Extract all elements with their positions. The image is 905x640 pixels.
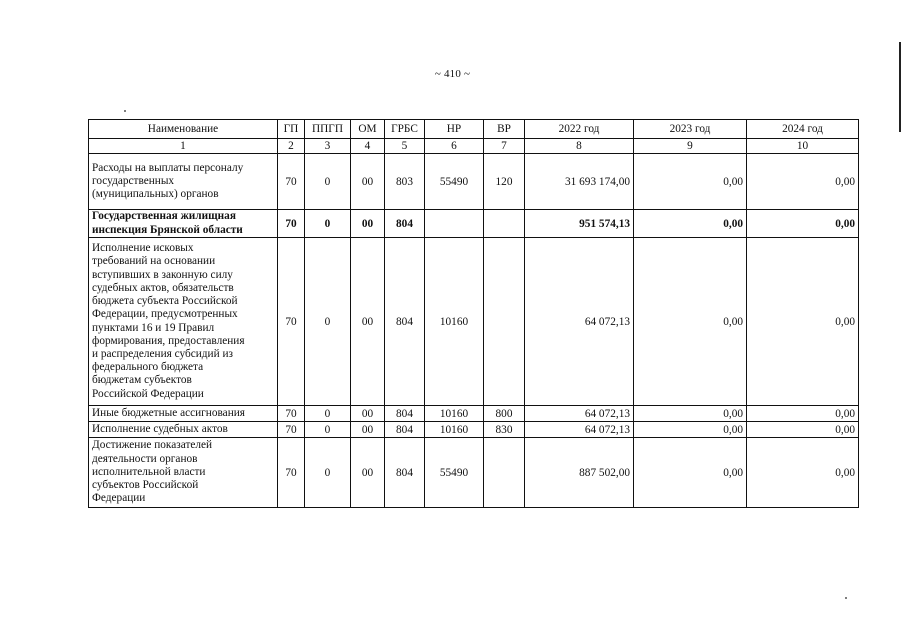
name-line: бюджетам субъектов — [92, 374, 192, 387]
cell-nr: 10160 — [425, 406, 484, 422]
cell-gp: 70 — [278, 238, 305, 406]
cell-nr — [425, 210, 484, 238]
column-index: 3 — [305, 139, 351, 154]
cell-2022: 64 072,13 — [525, 422, 634, 438]
name-line: пунктами 16 и 19 Правил — [92, 321, 215, 334]
cell-nr: 55490 — [425, 154, 484, 210]
cell-name — [89, 210, 278, 238]
name-line: бюджета субъекта Российской — [92, 295, 238, 308]
budget-table — [88, 119, 859, 508]
header-ppgp: ППГП — [305, 120, 351, 139]
cell-gp: 70 — [278, 210, 305, 238]
column-index: 5 — [385, 139, 425, 154]
cell-gp: 70 — [278, 406, 305, 422]
name-line: требований на основании — [92, 255, 216, 268]
cell-om: 00 — [351, 210, 385, 238]
table-row — [89, 154, 859, 210]
name-line: Федерации — [92, 492, 146, 505]
cell-name — [89, 422, 278, 438]
cell-2024: 0,00 — [747, 422, 859, 438]
header-name: Наименование — [89, 120, 278, 139]
name-line: федерального бюджета — [92, 361, 204, 374]
header-2023: 2023 год — [634, 120, 747, 139]
scan-speck — [124, 110, 126, 112]
cell-vr — [484, 210, 525, 238]
cell-gp: 70 — [278, 422, 305, 438]
name-line: Расходы на выплаты персоналу — [92, 161, 244, 174]
cell-om: 00 — [351, 422, 385, 438]
name-line: Государственная жилищная — [92, 210, 236, 223]
name-line: Исполнение исковых — [92, 242, 194, 255]
cell-2024: 0,00 — [747, 210, 859, 238]
cell-vr — [484, 438, 525, 508]
cell-vr: 800 — [484, 406, 525, 422]
cell-name — [89, 406, 278, 422]
cell-ppgp: 0 — [305, 422, 351, 438]
cell-grbs: 803 — [385, 154, 425, 210]
name-line: деятельности органов — [92, 452, 198, 465]
name-line: государственных — [92, 174, 175, 187]
header-om: ОМ — [351, 120, 385, 139]
scan-speck — [845, 597, 847, 599]
cell-gp: 70 — [278, 438, 305, 508]
cell-grbs: 804 — [385, 422, 425, 438]
scan-edge-mark — [899, 42, 901, 132]
cell-om: 00 — [351, 406, 385, 422]
header-2024: 2024 год — [747, 120, 859, 139]
name-line: субъектов Российской — [92, 479, 199, 492]
cell-ppgp: 0 — [305, 238, 351, 406]
table-body — [89, 154, 859, 508]
cell-name — [89, 238, 278, 406]
header-grbs: ГРБС — [385, 120, 425, 139]
cell-grbs: 804 — [385, 238, 425, 406]
name-line: Федерации, предусмотренных — [92, 308, 238, 321]
header-nr: НР — [425, 120, 484, 139]
cell-nr: 10160 — [425, 238, 484, 406]
table-row — [89, 238, 859, 406]
name-line: Достижение показателей — [92, 439, 213, 452]
cell-name — [89, 154, 278, 210]
column-index: 2 — [278, 139, 305, 154]
cell-2022: 64 072,13 — [525, 238, 634, 406]
cell-grbs: 804 — [385, 406, 425, 422]
name-line: Российской Федерации — [92, 387, 204, 400]
name-line: и распределения субсидий из — [92, 347, 233, 360]
cell-nr: 55490 — [425, 438, 484, 508]
column-index: 6 — [425, 139, 484, 154]
cell-gp: 70 — [278, 154, 305, 210]
header-gp: ГП — [278, 120, 305, 139]
table-row — [89, 210, 859, 238]
cell-2023: 0,00 — [634, 406, 747, 422]
name-line: формирования, предоставления — [92, 334, 245, 347]
cell-om: 00 — [351, 238, 385, 406]
cell-grbs: 804 — [385, 210, 425, 238]
cell-2022: 31 693 174,00 — [525, 154, 634, 210]
cell-name — [89, 438, 278, 508]
cell-2024: 0,00 — [747, 438, 859, 508]
cell-2023: 0,00 — [634, 154, 747, 210]
cell-2023: 0,00 — [634, 422, 747, 438]
header-2022: 2022 год — [525, 120, 634, 139]
cell-vr: 830 — [484, 422, 525, 438]
cell-2023: 0,00 — [634, 238, 747, 406]
column-index: 8 — [525, 139, 634, 154]
column-index: 4 — [351, 139, 385, 154]
cell-2024: 0,00 — [747, 238, 859, 406]
column-index-row — [89, 139, 859, 154]
name-line: вступивших в законную силу — [92, 268, 233, 281]
cell-ppgp: 0 — [305, 210, 351, 238]
column-index: 7 — [484, 139, 525, 154]
column-index: 10 — [747, 139, 859, 154]
cell-2024: 0,00 — [747, 406, 859, 422]
cell-2022: 64 072,13 — [525, 406, 634, 422]
table-row — [89, 406, 859, 422]
name-line: исполнительной власти — [92, 465, 206, 478]
cell-2023: 0,00 — [634, 438, 747, 508]
cell-om: 00 — [351, 438, 385, 508]
name-line: Иные бюджетные ассигнования — [92, 406, 245, 419]
cell-vr: 120 — [484, 154, 525, 210]
cell-grbs: 804 — [385, 438, 425, 508]
name-line: судебных актов, обязательств — [92, 281, 234, 294]
header-vr: ВР — [484, 120, 525, 139]
cell-nr: 10160 — [425, 422, 484, 438]
cell-ppgp: 0 — [305, 438, 351, 508]
table-row — [89, 438, 859, 508]
header-row — [89, 120, 859, 139]
column-index: 9 — [634, 139, 747, 154]
column-index: 1 — [89, 139, 278, 154]
name-line: (муниципальных) органов — [92, 188, 219, 201]
table-row — [89, 422, 859, 438]
name-line: Исполнение судебных актов — [92, 422, 228, 435]
cell-2023: 0,00 — [634, 210, 747, 238]
cell-om: 00 — [351, 154, 385, 210]
cell-2024: 0,00 — [747, 154, 859, 210]
name-line: инспекция Брянской области — [92, 223, 243, 236]
cell-ppgp: 0 — [305, 406, 351, 422]
page-number: ~ 410 ~ — [434, 68, 471, 80]
cell-ppgp: 0 — [305, 154, 351, 210]
cell-vr — [484, 238, 525, 406]
cell-2022: 887 502,00 — [525, 438, 634, 508]
cell-2022: 951 574,13 — [525, 210, 634, 238]
